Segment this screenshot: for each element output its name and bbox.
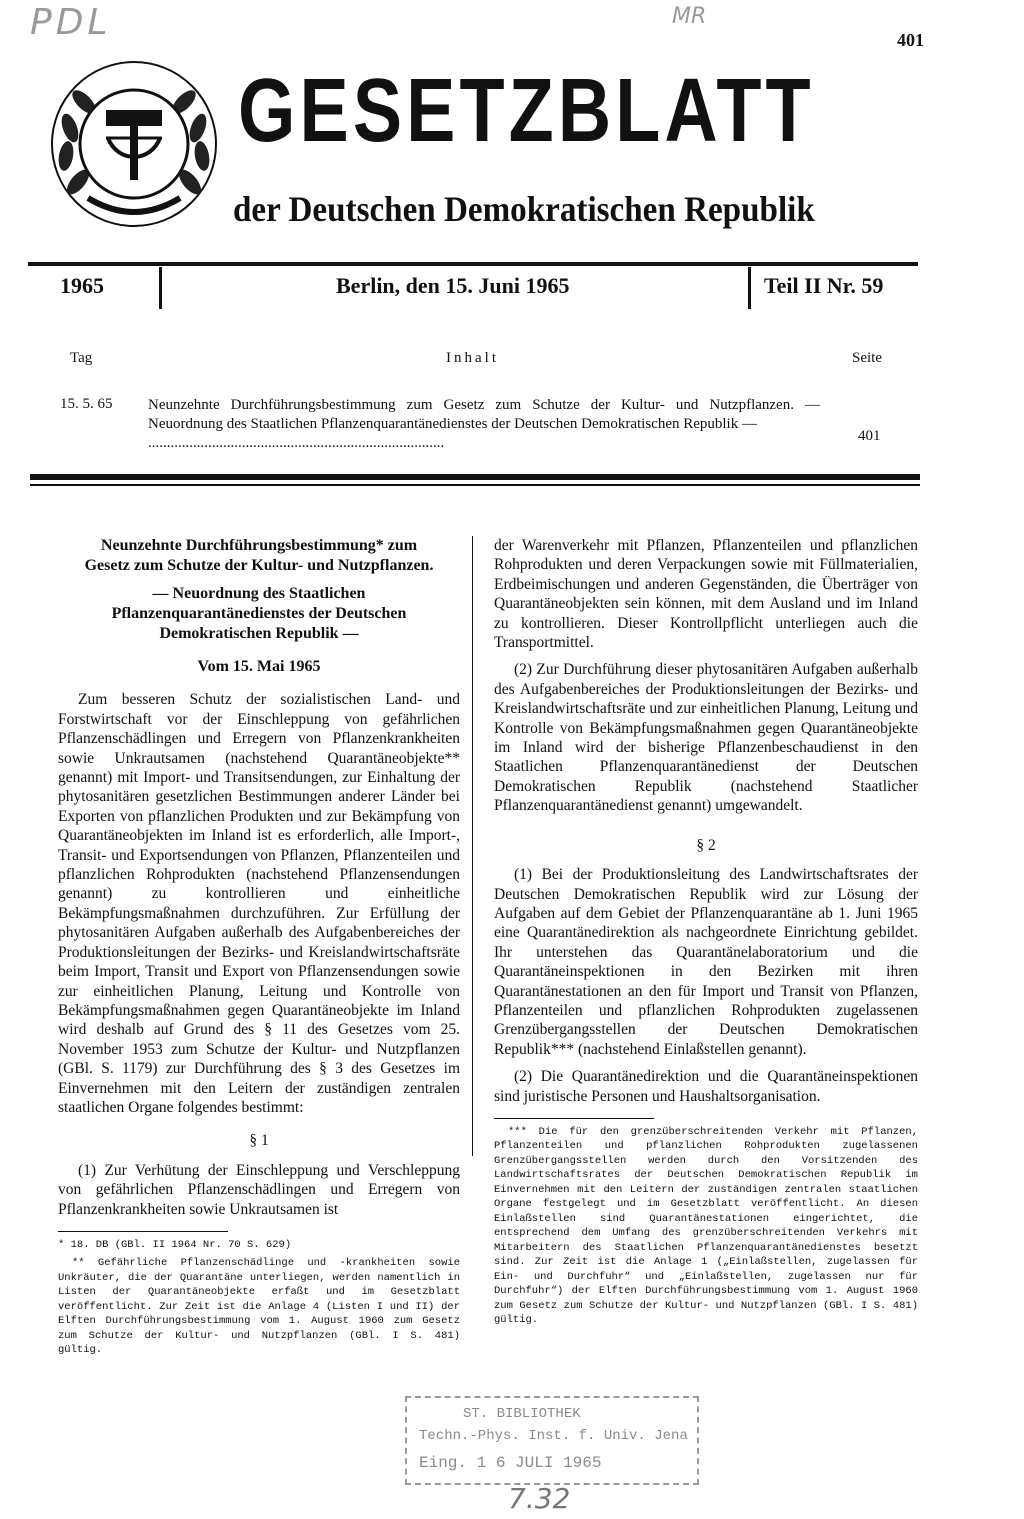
handwritten-mark-top: MR	[672, 4, 707, 29]
right-column	[494, 536, 918, 1328]
column-divider	[472, 536, 473, 1156]
divider	[159, 267, 162, 309]
section-2-paragraph-1: (1) Bei der Produktionsleitung des Landwirtschaftsrates der Deutschen Demokratischen Republik wird zur Lösung der Aufgaben auf dem Gebiet der Pflanzenquarantäne ab 1. Juni 1965 eine Quarantänedirektion als nachgeordnete Einrichtung gebildet. Ihr unterstehen das Quarantänelaboratorium und die Quarantäneinspektionen in den Bezirken mit ihren Quarantänestationen an den für Import und Transit von Pflanzen, Pflanzenteilen und pflanzlichen Rohprodukten zugelassenen Grenzübergangsstellen der Deutschen Demokratischen Republik*** (nachstehend Einlaßstellen genannt).	[494, 866, 918, 1058]
footnote-1: * 18. DB (GBl. II 1964 Nr. 70 S. 629)	[58, 1238, 292, 1251]
toc-rule-thin	[30, 484, 920, 486]
divider	[748, 267, 751, 309]
toc-column-tag: Tag	[70, 350, 93, 366]
toc-entry	[148, 396, 820, 453]
toc-rule-thick	[30, 474, 920, 480]
toc-column-seite: Seite	[852, 350, 882, 366]
library-stamp	[405, 1396, 699, 1485]
section-1-paragraph-2: (2) Zur Durchführung dieser phytosanitären Aufgaben außerhalb des Aufgabenbereiches der Produktionsleitungen der Bezirks- und Kreislandwirtschaftsräte und zur einheitlichen Planung, Leitung und Kontrolle von Bekämpfungsmaßnahmen gegen Quarantäneobjekte im Inland wird der bisherige Pflanzenbeschaudienst in den Staatlichen Pflanzenquarantänedienst der Deutschen Demokratischen Republik (nachstehend Staatlicher Pflanzenquarantänedienst genannt) umgewandelt.	[494, 661, 918, 815]
left-column	[58, 536, 460, 1358]
handwritten-mark-top-left: PDL	[30, 2, 112, 43]
page-number: 401	[897, 30, 924, 50]
toc-entry-date: 15. 5. 65	[60, 396, 113, 412]
masthead-subtitle: der Deutschen Demokratischen Republik	[233, 189, 815, 229]
footnote-3: *** Die für den grenzüberschreitenden Verkehr mit Pflanzen, Pflanzenteilen und pflanzlichen Rohprodukten zugelassenen Grenzübergangsstellen werden durch den Vorsitzenden des Landwirtschaftsrates der Deutschen Demokratischen Republik im Einvernehmen mit den Leitern der zuständigen zentralen staatlichen Organe festgelegt und im Gesetzblatt veröffentlicht. An diesen Einlaßstellen sind Quarantänestationen eingerichtet, die entsprechend dem Umfang des grenzüberschreitenden Verkehrs mit Mitarbeitern des Staatlichen Pflanzenquarantänedienstes besetzt sind. Zur Zeit ist die Anlage 1 („Einlaßstellen, zugelassen für Ein- und Durchfuhr“ und „Einlaßstellen, zugelassen nur für Durchfuhr“) der Elften Durchführungsbestimmung vom 1. August 1960 zum Gesetz zum Schutze der Kultur- und Nutzpflanzen (GBl. I S. 481) gültig.	[494, 1125, 918, 1327]
toc-column-inhalt: Inhalt	[446, 350, 499, 366]
article-title: Neunzehnte Durchführungsbestimmung* zum Gesetz zum Schutze der Kultur- und Nutzpflanzen.	[84, 537, 434, 574]
stamp-line-3: Eing. 1 6 JULI 1965	[419, 1454, 602, 1472]
section-1-heading: § 1	[249, 1132, 269, 1150]
issue-year: 1965	[60, 273, 104, 298]
section-2-heading: § 2	[696, 836, 716, 854]
footnote-2: ** Gefährliche Pflanzenschädlinge und -krankheiten sowie Unkräuter, die der Quarantäne unterliegen, werden namentlich in Listen der Quarantäneobjekte erfaßt und im Gesetzblatt veröffentlicht. Zur Zeit ist die Anlage 4 (Listen I und II) der Elften Durchführungsbestimmung vom 1. August 1960 zum Gesetz zum Schutze der Kultur- und Nutzpflanzen (GBl. I S. 481) gültig.	[58, 1257, 460, 1357]
footnote-rule	[58, 1231, 228, 1232]
section-1-paragraph-1: (1) Zur Verhütung der Einschleppung und Verschleppung von gefährlichen Pflanzenschädlingen und Erregern von Pflanzenkrankheiten sowie Unkrautsamen ist	[58, 1161, 460, 1218]
issue-number: Teil II Nr. 59	[764, 273, 884, 298]
toc-entry-text: Neunzehnte Durchführungsbestimmung zum Gesetz zum Schutze der Kultur- und Nutzpflanzen. — Neuordnung des Staatlichen Pflanzenquarantänedienstes der Deutschen Demokratischen Republik —	[148, 397, 820, 432]
stamp-line-2: Techn.-Phys. Inst. f. Univ. Jena	[419, 1428, 688, 1444]
dateline-bar	[28, 263, 918, 309]
article-preamble: Zum besseren Schutz der sozialistischen Land- und Forstwirtschaft vor der Einschleppung von gefährlichen Pflanzenschädlingen und Erregern von Pflanzenkrankheiten sowie Unkrautsamen (nachstehend Quarantäneobjekte** genannt) mit Import- und Transitsendungen, zur Einhaltung der phytosanitären gesetzlichen Bestimmungen anderer Länder bei Exporten von pflanzlichen Produkten und zur Bekämpfung von Quarantäneobjekten im Inland ist es erforderlich, alle Import-, Transit- und Exportsendungen von Pflanzen, Pflanzenteilen und pflanzlichen Rohprodukten (nachstehend Pflanzensendungen genannt) zu kontrollieren und einheitliche Bekämpfungsmaßnahmen durchzuführen. Zur Erfüllung der phytosanitären Aufgaben außerhalb des Aufgabenbereiches der Produktionsleitungen der Bezirks- und Kreislandwirtschaftsräte beim Import, Transit und Export von Pflanzensendungen sowie zur einheitlichen Planung, Leitung und Kontrolle von Bekämpfungsmaßnahmen gegen Quarantäneobjekte im Inland wird deshalb auf Grund des § 11 des Gesetzes vom 25. November 1953 zum Schutze der Kultur- und Nutzpflanzen (GBl. S. 1179) zur Durchführung des § 3 des Gesetzes im Einvernehmen mit den Leitern der zuständigen zentralen staatlichen Organe folgendes bestimmt:	[58, 691, 460, 1116]
masthead-title: GESETZBLATT	[238, 61, 815, 161]
state-emblem-icon	[48, 58, 220, 230]
issue-date: Berlin, den 15. Juni 1965	[336, 273, 570, 298]
toc-entry-page: 401	[858, 428, 881, 444]
handwritten-mark-bottom: 7.32	[508, 1482, 571, 1515]
stamp-line-1: ST. BIBLIOTHEK	[463, 1406, 581, 1422]
toc-entry-leader: ...............................................................................	[148, 435, 445, 451]
article-date: Vom 15. Mai 1965	[197, 658, 321, 675]
footnote-rule	[494, 1118, 654, 1119]
section-2-paragraph-2: (2) Die Quarantänedirektion und die Quarantäneinspektionen sind juristische Personen und Haushaltsorganisation.	[494, 1068, 918, 1105]
article-subtitle: — Neuordnung des Staatlichen Pflanzenquarantänedienstes der Deutschen Demokratischen Republik —	[111, 585, 407, 642]
section-1-paragraph-1-continued: der Warenverkehr mit Pflanzen, Pflanzenteilen und pflanzlichen Rohprodukten und deren Verpackungen sowie mit Füllmaterialien, Erdbeimischungen und anderen Gegenständen, die Überträger von Quarantäneobjekten sein können, mit dem Ausland und im Inland zu kontrollieren. Dieser Kontrollpflicht unterliegen auch die Transportmittel.	[494, 537, 918, 652]
